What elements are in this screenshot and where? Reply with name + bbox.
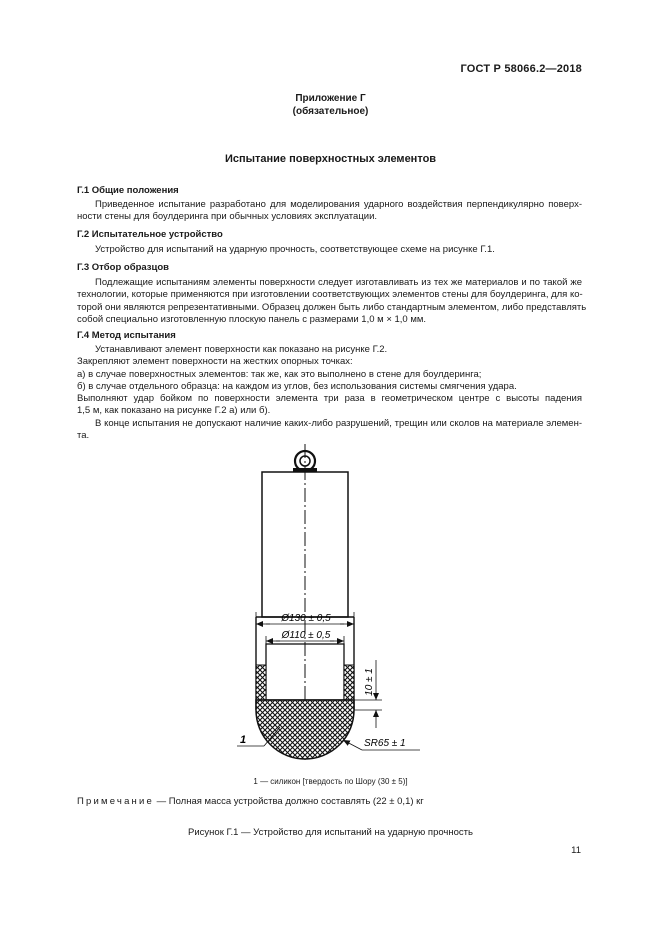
leader-label: 1 <box>240 734 247 746</box>
text-line: собой специально изготовленную плоскую панель с размерами 1,0 м × 1,0 мм. <box>77 313 427 325</box>
standard-number: ГОСТ Р 58066.2—2018 <box>460 63 582 75</box>
document-title: Испытание поверхностных элементов <box>224 153 437 165</box>
note-text: — Полная масса устройства должно составлять (22 ± 0,1) кг <box>154 796 424 807</box>
text-line: технологии, которые применяются при изготовлении соответствующих элементов стены для боулдеринга, для ко- <box>77 289 583 301</box>
text-line: В конце испытания не допускают наличие каких-либо разрушений, трещин или сколов на материале элемен- <box>95 417 582 429</box>
silicone-left-wall <box>256 665 266 700</box>
text-line: Устройство для испытаний на ударную прочность, соответствующее схеме на рисунке Г.1. <box>95 244 495 255</box>
section-heading-g3: Г.3 Отбор образцов <box>77 262 169 273</box>
text-line: Подлежащие испытаниям элементы поверхности следует изготавливать из тех же материалов и по такой же <box>95 277 582 288</box>
dimension-radius <box>343 738 420 750</box>
silicone-right-wall <box>344 665 354 700</box>
figure-legend: 1 — силикон [твердость по Шору (30 ± 5)] <box>253 777 408 786</box>
dimension-outer-diameter <box>256 612 354 625</box>
page-number: 11 <box>571 845 581 856</box>
impact-device-drawing <box>0 440 661 770</box>
text-line: б) в случае отдельного образца: на каждом из углов, без использования системы смягчения удара. <box>77 380 517 392</box>
appendix-title: Приложение Г <box>295 93 366 104</box>
text-line: Приведенное испытание разработано для моделирования ударного воздействия перпендикулярно поверх- <box>95 199 582 210</box>
section-g4-text <box>77 344 582 442</box>
text-line: та. <box>77 430 90 442</box>
note <box>77 796 424 807</box>
text-line: ности стены для боулдеринга при обычных условиях эксплуатации. <box>77 211 378 223</box>
section-heading-g1: Г.1 Общие положения <box>77 185 179 196</box>
text-line: торой они являются репрезентативными. Образец должен быть либо стандартным элементом, либо представлять <box>77 301 587 313</box>
section-g2-text <box>77 244 582 256</box>
dimension-height <box>354 660 382 728</box>
section-heading-g2: Г.2 Испытательное устройство <box>77 229 223 240</box>
text-line: Устанавливают элемент поверхности как показано на рисунке Г.2. <box>95 344 388 355</box>
section-g1-text <box>77 199 582 224</box>
figure-caption: Рисунок Г.1 — Устройство для испытаний на ударную прочность <box>188 827 473 838</box>
text-line: Выполняют удар бойком по поверхности элемента три раза в геометрическом центре с высоты падения <box>77 393 582 405</box>
dimension-inner-diameter <box>266 630 344 644</box>
dimension-radius-label: SR65 ± 1 <box>364 738 406 749</box>
text-line: 1,5 м, как показано на рисунке Г.2 а) или б). <box>77 405 271 417</box>
dimension-inner-label: Ø110 ± 0,5 <box>281 630 331 641</box>
text-line: Закрепляют элемент поверхности на жестких опорных точках: <box>77 356 353 368</box>
dimension-outer-label: Ø130 ± 0,5 <box>281 613 331 624</box>
silicone-dome <box>256 700 354 759</box>
section-heading-g4: Г.4 Метод испытания <box>77 330 176 341</box>
appendix-status: (обязательное) <box>292 106 369 117</box>
dimension-height-label: 10 ± 1 <box>364 668 375 696</box>
text-line: а) в случае поверхностных элементов: так же, как это выполнено в стене для боулдеринга; <box>77 368 482 380</box>
section-g3-text <box>77 277 587 326</box>
note-label: Примечание <box>77 796 154 807</box>
